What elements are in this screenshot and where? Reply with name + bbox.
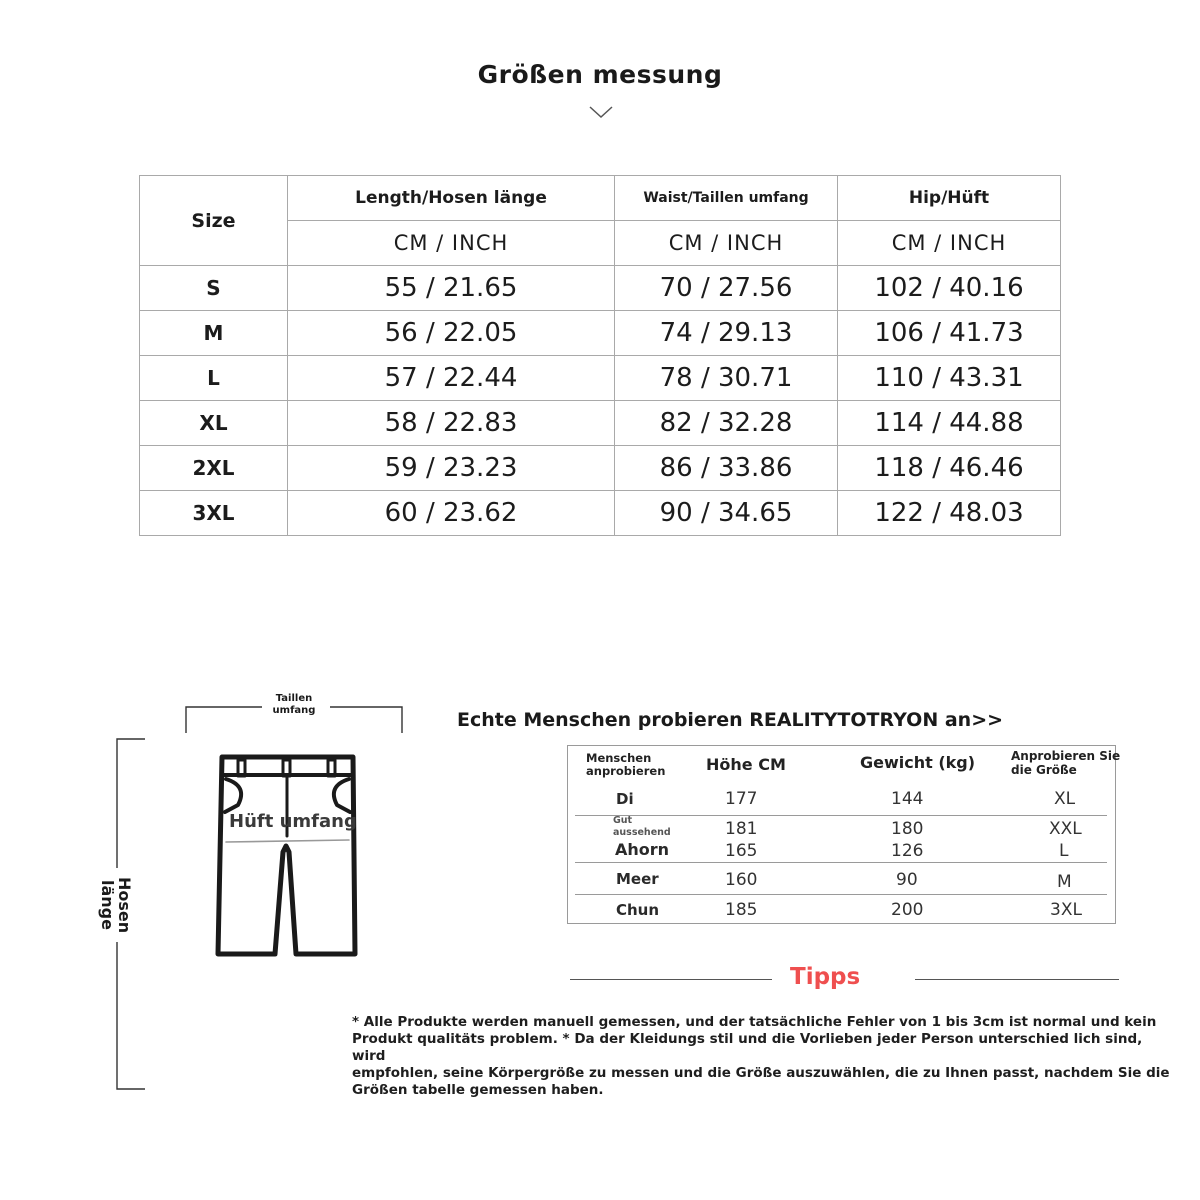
tips-text: * Alle Produkte werden manuell gemessen, und der tatsächliche Fehler von 1 bis 3cm ist normal und kein Produkt qualitäts problem. * Da der Kleidungs stil und die Vorlieben jeder Person unterschied lich sind, wird empfohlen, seine Körpergröße zu messen und die Größe auszuwählen, die zu Ihnen passt, nachdem Sie die Größen tabelle gemessen haben. bbox=[352, 1014, 1170, 1098]
hip-cell: 106 / 41.73 bbox=[838, 311, 1061, 356]
person-name: Di bbox=[616, 790, 634, 808]
waist-cell: 86 / 33.86 bbox=[615, 446, 838, 491]
hip-unit-label: CM / INCH bbox=[838, 221, 1061, 266]
length-cell: 59 / 23.23 bbox=[288, 446, 615, 491]
length-column-header: Length/Hosen länge bbox=[288, 176, 615, 221]
waist-measure-label: Taillen umfang bbox=[272, 693, 316, 716]
waist-cell: 74 / 29.13 bbox=[615, 311, 838, 356]
waist-cell: 78 / 30.71 bbox=[615, 356, 838, 401]
height-value: 165 bbox=[725, 841, 758, 861]
size-cell: 2XL bbox=[140, 446, 288, 491]
weight-value: 180 bbox=[891, 819, 924, 839]
size-cell: L bbox=[140, 356, 288, 401]
waist-cell: 82 / 32.28 bbox=[615, 401, 838, 446]
length-cell: 57 / 22.44 bbox=[288, 356, 615, 401]
size-column-header: Anprobieren Sie die Größe bbox=[1011, 749, 1121, 777]
size-value: L bbox=[1059, 841, 1069, 861]
weight-value: 200 bbox=[891, 900, 924, 920]
height-column-header: Höhe CM bbox=[706, 755, 786, 774]
weight-value: 90 bbox=[896, 870, 918, 890]
size-column-header: Size bbox=[140, 176, 288, 266]
hip-cell: 122 / 48.03 bbox=[838, 491, 1061, 536]
waist-unit-label: CM / INCH bbox=[615, 221, 838, 266]
size-value: XXL bbox=[1049, 819, 1082, 839]
hip-cell: 114 / 44.88 bbox=[838, 401, 1061, 446]
tryon-heading: Echte Menschen probieren REALITYTOTRYON an>> bbox=[457, 709, 1004, 731]
tips-divider-right bbox=[915, 979, 1119, 980]
row-divider bbox=[575, 862, 1107, 863]
size-value: M bbox=[1057, 872, 1072, 892]
length-cell: 55 / 21.65 bbox=[288, 266, 615, 311]
waist-cell: 90 / 34.65 bbox=[615, 491, 838, 536]
weight-column-header: Gewicht (kg) bbox=[860, 753, 976, 772]
weight-value: 126 bbox=[891, 841, 924, 861]
height-value: 181 bbox=[725, 819, 758, 839]
length-cell: 56 / 22.05 bbox=[288, 311, 615, 356]
row-divider bbox=[575, 894, 1107, 895]
tips-heading: Tipps bbox=[790, 964, 861, 990]
waist-column-header: Waist/Taillen umfang bbox=[615, 176, 838, 221]
length-cell: 58 / 22.83 bbox=[288, 401, 615, 446]
size-cell: XL bbox=[140, 401, 288, 446]
person-name: Ahorn bbox=[615, 840, 670, 859]
length-unit-label: CM / INCH bbox=[288, 221, 615, 266]
pants-icon bbox=[218, 757, 355, 954]
hip-cell: 118 / 46.46 bbox=[838, 446, 1061, 491]
size-cell: 3XL bbox=[140, 491, 288, 536]
height-value: 185 bbox=[725, 900, 758, 920]
tips-divider-left bbox=[570, 979, 772, 980]
nickname-tag: Gut aussehend bbox=[613, 815, 671, 838]
size-cell: S bbox=[140, 266, 288, 311]
length-measure-label: Hosen länge bbox=[98, 877, 134, 934]
person-name: Chun bbox=[616, 901, 660, 919]
size-value: 3XL bbox=[1050, 900, 1082, 920]
person-name: Meer bbox=[616, 870, 659, 888]
waist-cell: 70 / 27.56 bbox=[615, 266, 838, 311]
weight-value: 144 bbox=[891, 789, 924, 809]
hip-cell: 102 / 40.16 bbox=[838, 266, 1061, 311]
length-cell: 60 / 23.62 bbox=[288, 491, 615, 536]
size-value: XL bbox=[1054, 789, 1076, 809]
people-column-header: Menschen anprobieren bbox=[586, 751, 666, 778]
hip-column-header: Hip/Hüft bbox=[838, 176, 1061, 221]
size-cell: M bbox=[140, 311, 288, 356]
page-title: Größen messung bbox=[477, 60, 723, 89]
height-value: 160 bbox=[725, 870, 758, 890]
hip-cell: 110 / 43.31 bbox=[838, 356, 1061, 401]
height-value: 177 bbox=[725, 789, 758, 809]
hip-measure-label: Hüft umfang bbox=[229, 811, 357, 832]
